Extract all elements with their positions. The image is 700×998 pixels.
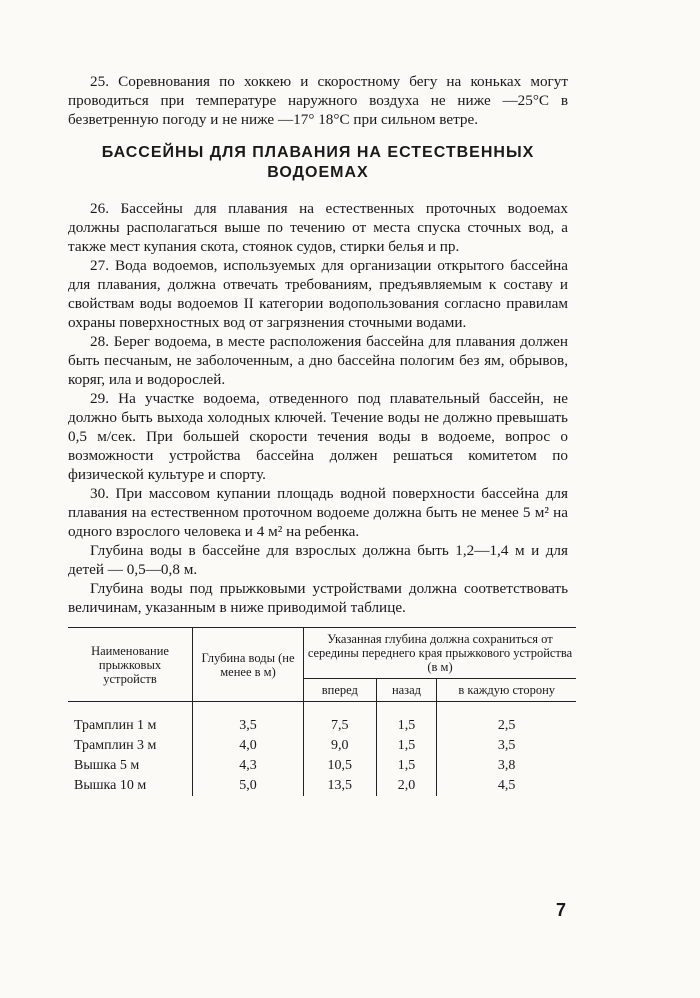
depth-table [68,627,576,796]
table-header-row [68,628,576,679]
paragraph-27: 27. Вода водоемов, используемых для организации открытого бассейна для плавания, должна отвечать требованиям, предъявляемым к составу и свойствам воды водоемов II категории водопользования согласно правилам охраны поверхностных вод от загрязнения сточными водами. [68,257,568,331]
paragraph-28: 28. Берег водоема, в месте расположения бассейна для плавания должен быть песчаным, не заболоченным, а дно бассейна пологим без ям, обрывов, коряг, ила и водорослей. [68,333,568,388]
col-header-forward: вперед [304,679,377,702]
cell-depth: 3,5 [193,716,304,736]
paragraph-depth-jumps: Глубина воды под прыжковыми устройствами должна соответствовать величинам, указанным в ниже приводимой таблице. [68,580,568,616]
col-header-group: Указанная глубина должна сохраниться от середины переднего края прыжкового устройства (в м) [304,628,577,679]
cell-side: 3,5 [437,736,576,756]
table-row [68,716,576,736]
paragraph-30: 30. При массовом купании площадь водной поверхности бассейна для плавания на естественном проточном водоеме должна быть не менее 5 м² на одного взрослого человека и 4 м² на ребенка. [68,485,568,540]
cell-side: 2,5 [437,716,576,736]
cell-back: 1,5 [376,756,437,776]
cell-forward: 10,5 [304,756,377,776]
table-row [68,756,576,776]
cell-name: Трамплин 1 м [74,718,157,733]
paragraph-29: 29. На участке водоема, отведенного под плавательный бассейн, не должно быть выхода холодных ключей. Течение воды не должно превышать 0,5 м/сек. При большей скорости течения воды в водоеме, вопрос о возможности устройства бассейна должен решаться комитетом по физической культуре и спорту. [68,390,568,483]
table-row [68,776,576,796]
paragraph-26: 26. Бассейны для плавания на естественных проточных водоемах должны располагаться выше по течению от места спуска сточных вод, а также мест купания скота, стоянок судов, стирки белья и пр. [68,200,568,255]
document-page [68,72,573,796]
cell-depth: 4,3 [193,756,304,776]
cell-depth: 4,0 [193,736,304,756]
cell-name: Вышка 5 м [74,758,140,773]
paragraph-25: 25. Соревнования по хоккею и скоростному бегу на коньках могут проводиться при температуре наружного воздуха не ниже —25°С в безветренную погоду и не ниже —17° 18°С при сильном ветре. [68,73,568,128]
paragraph-depth-pool: Глубина воды в бассейне для взрослых должна быть 1,2—1,4 м и для детей — 0,5—0,8 м. [68,542,568,578]
cell-back: 1,5 [376,716,437,736]
page-number: 7 [556,900,567,920]
cell-side: 3,8 [437,756,576,776]
cell-side: 4,5 [437,776,576,796]
section-title: БАССЕЙНЫ ДЛЯ ПЛАВАНИЯ НА ЕСТЕСТВЕННЫХ ВОДОЕМАХ [101,144,535,181]
cell-forward: 9,0 [304,736,377,756]
cell-name: Вышка 10 м [74,778,147,793]
col-header-side: в каждую сторону [437,679,576,702]
col-header-name: Наименование прыжковых устройств [68,628,193,702]
cell-depth: 5,0 [193,776,304,796]
col-header-depth: Глубина воды (не менее в м) [193,628,304,702]
cell-name: Трамплин 3 м [74,738,157,753]
cell-forward: 13,5 [304,776,377,796]
cell-back: 2,0 [376,776,437,796]
cell-back: 1,5 [376,736,437,756]
cell-forward: 7,5 [304,716,377,736]
col-header-back: назад [376,679,437,702]
table-row [68,736,576,756]
